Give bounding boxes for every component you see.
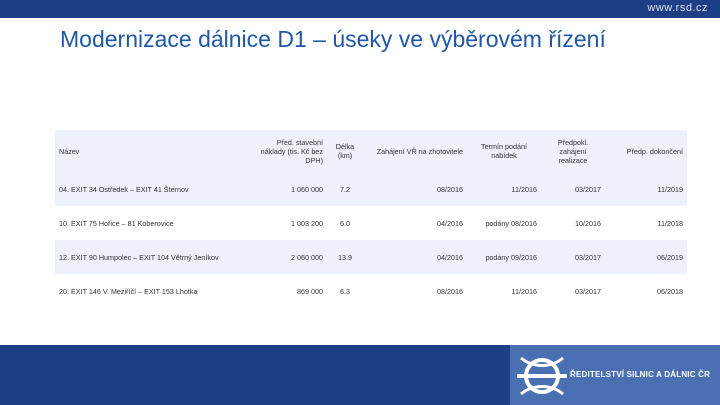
header-bid-deadline: Termín podání nabídek <box>467 130 541 172</box>
cell-bid-deadline: 11/2016 <box>467 172 541 206</box>
highway-interchange-icon <box>515 354 569 398</box>
website-url[interactable]: www.rsd.cz <box>647 2 708 14</box>
cell-tender-start: 04/2016 <box>363 240 467 274</box>
cell-cost: 869 000 <box>297 286 323 296</box>
table-row <box>55 274 687 308</box>
cell-name: 10. EXIT 75 Hořice – 81 Koberovice <box>59 218 174 228</box>
cell-tender-start: 08/2016 <box>437 286 463 296</box>
cell-start: 10/2016 <box>575 218 601 228</box>
sections-table <box>55 130 687 308</box>
cell-end: 11/2018 <box>657 218 683 228</box>
cell-length: 7.2 <box>327 172 363 206</box>
cell-start: 03/2017 <box>541 240 605 274</box>
logo-text: ŘEDITELSTVÍ SILNIC A DÁLNIC ČR <box>570 370 711 379</box>
table-header-row <box>55 130 687 172</box>
cell-cost: 1 003 200 <box>291 218 323 228</box>
header-name: Název <box>55 130 255 172</box>
cell-cost: 2 060 000 <box>255 240 327 274</box>
cell-name: 20. EXIT 146 V. Meziříčí – EXIT 153 Lhotka <box>59 286 198 296</box>
header-tender-start: Zahájení VŘ na zhotovitele <box>363 130 467 172</box>
cell-bid-deadline: podány 09/2016 <box>467 240 541 274</box>
cell-bid-deadline: podány 08/2016 <box>485 218 537 228</box>
header-cost: Před. stavební náklady (tis. Kč bez DPH) <box>255 130 327 172</box>
cell-cost: 1 060 000 <box>255 172 327 206</box>
header-end: Předp. dokončení <box>605 130 687 172</box>
cell-end: 11/2019 <box>605 172 687 206</box>
table-row <box>55 206 687 240</box>
header-length: Délka (km) <box>327 130 363 172</box>
cell-end: 06/2018 <box>657 286 683 296</box>
cell-end: 06/2019 <box>605 240 687 274</box>
cell-name: 12. EXIT 90 Humpolec – EXIT 104 Větrný Jeníkov <box>55 240 255 274</box>
header-start: Předpokl. zahájení realizace <box>541 130 605 172</box>
cell-length: 13.9 <box>327 240 363 274</box>
cell-bid-deadline: 11/2016 <box>511 286 537 296</box>
cell-start: 03/2017 <box>575 286 601 296</box>
cell-length: 6.3 <box>340 286 350 296</box>
cell-length: 6.0 <box>340 218 350 228</box>
top-bar <box>0 0 720 18</box>
table-row <box>55 172 687 206</box>
cell-tender-start: 08/2016 <box>363 172 467 206</box>
cell-start: 03/2017 <box>541 172 605 206</box>
table-row <box>55 240 687 274</box>
cell-tender-start: 04/2016 <box>437 218 463 228</box>
cell-name: 04. EXIT 34 Ostředek – EXIT 41 Šternov <box>55 172 255 206</box>
slide-title: Modernizace dálnice D1 – úseky ve výběrovém řízení <box>60 26 606 52</box>
